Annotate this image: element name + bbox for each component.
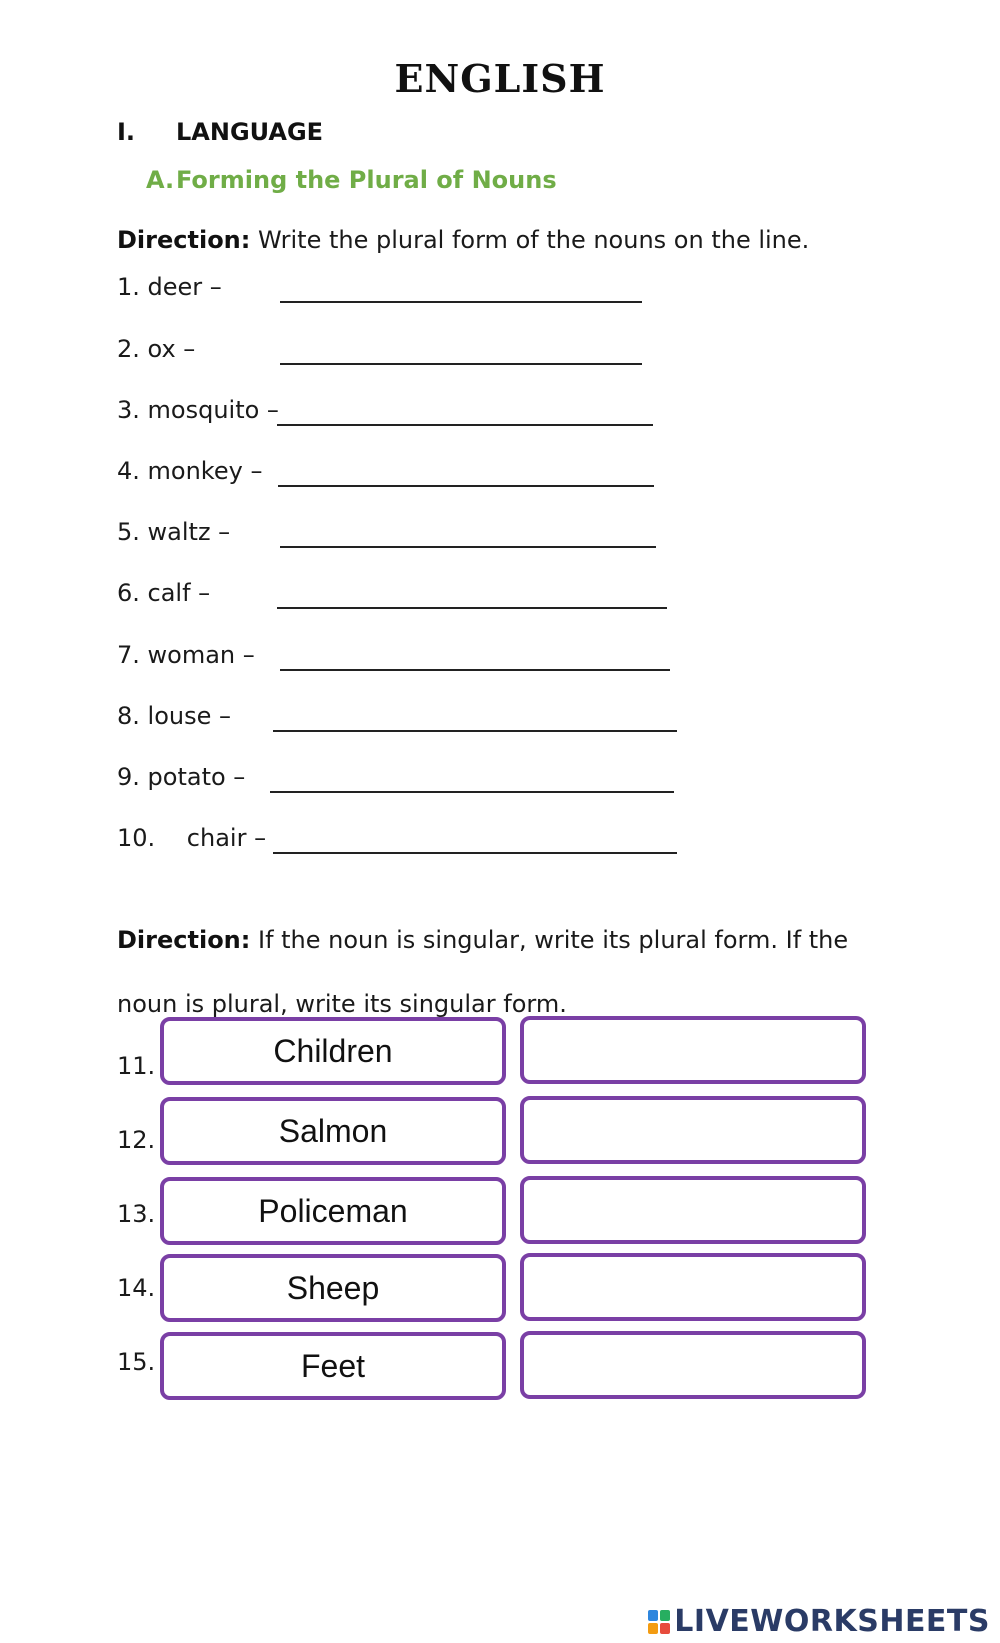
page-title: ENGLISH: [394, 56, 606, 101]
section-number: I.: [117, 118, 136, 146]
answer-line[interactable]: [280, 669, 670, 671]
word-box: [160, 1177, 506, 1245]
answer-box[interactable]: [520, 1096, 866, 1164]
word-box: [160, 1254, 506, 1322]
item-label: 10. chair –: [117, 824, 267, 852]
list-item: [117, 457, 262, 487]
box-number: 14.: [117, 1274, 156, 1302]
direction-2-text-line2: noun is plural, write its singular form.: [117, 990, 567, 1018]
list-item: [117, 824, 266, 854]
list-item: [117, 579, 210, 609]
list-item: [117, 702, 231, 732]
section-heading: [117, 118, 323, 146]
direction-1: [117, 226, 809, 254]
direction-2: [117, 926, 848, 954]
direction-1-text: Write the plural form of the nouns on the line.: [250, 226, 810, 254]
item-label: 8. louse –: [117, 702, 231, 730]
box-number: 13.: [117, 1200, 156, 1228]
word-text: Sheep: [286, 1269, 380, 1306]
answer-box[interactable]: [520, 1176, 866, 1244]
answer-line[interactable]: [277, 607, 667, 609]
list-item: [117, 273, 222, 303]
item-label: 9. potato –: [117, 763, 246, 791]
box-number: 11.: [117, 1052, 156, 1080]
direction-2-text: If the noun is singular, write its plural form. If the: [250, 926, 849, 954]
answer-line[interactable]: [280, 546, 656, 548]
section-label: LANGUAGE: [176, 118, 324, 146]
list-item: [117, 335, 195, 365]
box-number: 12.: [117, 1126, 156, 1154]
answer-box[interactable]: [520, 1016, 866, 1084]
word-box: [160, 1017, 506, 1085]
answer-line[interactable]: [270, 791, 674, 793]
answer-line[interactable]: [280, 301, 642, 303]
item-label: 2. ox –: [117, 335, 196, 363]
subsection-label: Forming the Plural of Nouns: [176, 166, 557, 194]
word-text: Salmon: [278, 1112, 388, 1149]
word-box: [160, 1332, 506, 1400]
direction-2-label: Direction:: [117, 926, 251, 954]
word-text: Feet: [300, 1347, 366, 1384]
item-label: 5. waltz –: [117, 518, 231, 546]
list-item: [117, 763, 245, 793]
direction-2-continued: [117, 990, 567, 1018]
item-label: 7. woman –: [117, 641, 255, 669]
list-item: [117, 396, 279, 426]
answer-box[interactable]: [520, 1253, 866, 1321]
answer-line[interactable]: [277, 424, 653, 426]
box-number: 15.: [117, 1348, 156, 1376]
answer-line[interactable]: [273, 730, 677, 732]
item-label: 1. deer –: [117, 273, 222, 301]
answer-line[interactable]: [273, 852, 677, 854]
subsection-letter: A.: [146, 166, 175, 194]
liveworksheets-logo: [648, 1604, 990, 1639]
word-text: Children: [273, 1032, 393, 1069]
item-label: 6. calf –: [117, 579, 211, 607]
answer-line[interactable]: [278, 485, 654, 487]
direction-1-label: Direction:: [117, 226, 251, 254]
subsection-heading: [146, 166, 557, 194]
list-item: [117, 518, 230, 548]
answer-line[interactable]: [280, 363, 642, 365]
item-label: 4. monkey –: [117, 457, 263, 485]
word-text: Policeman: [258, 1192, 408, 1229]
answer-box[interactable]: [520, 1331, 866, 1399]
word-box: [160, 1097, 506, 1165]
brand-text: LIVEWORKSHEETS: [674, 1604, 990, 1639]
brand-icon: [648, 1610, 670, 1634]
item-label: 3. mosquito –: [117, 396, 279, 424]
list-item: [117, 641, 255, 671]
